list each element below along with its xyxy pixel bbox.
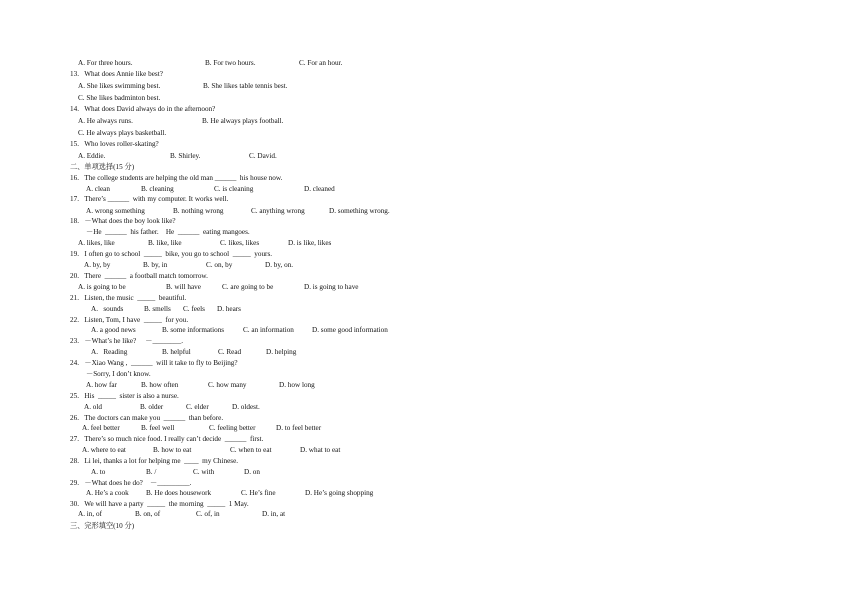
option-text: B. by, in [143, 261, 168, 269]
text-line: A. Eddie. [78, 152, 106, 160]
option-text: B. Shirley. [170, 152, 201, 160]
text-line: C. She likes badminton best. [78, 94, 161, 102]
text-line: A. For three hours. [78, 59, 133, 67]
option-text: B. He always plays football. [202, 117, 284, 125]
option-text: D. is like, likes [288, 239, 332, 247]
option-text: B. on, of [135, 510, 161, 518]
option-text: B. He does housework [146, 489, 212, 497]
text-line: A. in, of [78, 510, 102, 518]
text-line: A. old [84, 403, 102, 411]
text-line: A. She likes swimming best. [78, 82, 161, 90]
option-text: C. an information [243, 326, 294, 334]
text-line: －Sorry, I don’t know. [86, 370, 151, 378]
text-line: 26. The doctors can make you ______ than before. [70, 414, 224, 422]
option-text: C. elder [186, 403, 209, 411]
option-text: B. smells [144, 305, 171, 313]
option-text: B. some informations [162, 326, 225, 334]
text-line: 二、单项选择(15 分) [70, 163, 135, 171]
text-line: 29. －What does he do? －_________. [70, 479, 192, 487]
text-line: 18. －What does the boy look like? [70, 217, 176, 225]
option-text: B. / [146, 468, 157, 476]
option-text: D. hears [217, 305, 241, 313]
option-text: D. what to eat [300, 446, 341, 454]
option-text: C. feeling better [209, 424, 256, 432]
text-line: 19. I often go to school _____ bike, you go to school _____ yours. [70, 250, 273, 258]
text-line: A. He always runs. [78, 117, 133, 125]
text-line: A. wrong something [86, 207, 145, 215]
option-text: B. will have [166, 283, 201, 291]
option-text: B. helpful [162, 348, 191, 356]
text-line: A. clean [86, 185, 110, 193]
option-text: C. are going to be [222, 283, 274, 291]
option-text: D. how long [279, 381, 315, 389]
text-line: A. sounds [91, 305, 124, 313]
option-text: B. how often [141, 381, 179, 389]
option-text: D. something wrong. [329, 207, 390, 215]
option-text: D. helping [266, 348, 297, 356]
text-line: 14. What does David always do in the afternoon? [70, 105, 216, 113]
text-line: 21. Listen, the music _____ beautiful. [70, 294, 187, 302]
text-line: 三、完形填空(10 分) [70, 522, 135, 530]
text-line: A. where to eat [82, 446, 126, 454]
text-line: A. is going to be [78, 283, 126, 291]
text-line: 27. There’s so much nice food. I really can’t decide ______ first. [70, 435, 264, 443]
option-text: C. on, by [206, 261, 233, 269]
text-line: A. a good news [91, 326, 136, 334]
option-text: D. some good information [312, 326, 388, 334]
option-text: B. feel well [141, 424, 175, 432]
text-line: A. Reading [91, 348, 128, 356]
text-line: 15. Who loves roller-skating? [70, 140, 159, 148]
option-text: D. He’s going shopping [305, 489, 374, 497]
text-line: 17. There’s ______ with my computer. It works well. [70, 195, 229, 203]
text-line: A. how far [86, 381, 117, 389]
option-text: B. how to eat [153, 446, 192, 454]
text-line: A. He’s a cook [86, 489, 129, 497]
option-text: D. in, at [262, 510, 286, 518]
option-text: C. He’s fine [241, 489, 276, 497]
option-text: D. by, on. [265, 261, 294, 269]
option-text: B. nothing wrong [173, 207, 224, 215]
text-line: A. by, by [84, 261, 111, 269]
text-line: A. likes, like [78, 239, 115, 247]
option-text: B. older [140, 403, 164, 411]
option-text: D. is going to have [304, 283, 359, 291]
text-line: 16. The college students are helping the old man ______ his house now. [70, 174, 283, 182]
option-text: D. to feel better [276, 424, 322, 432]
option-text: B. cleaning [141, 185, 174, 193]
option-text: C. likes, likes [220, 239, 260, 247]
option-text: B. like, like [148, 239, 182, 247]
text-line: 25. His _____ sister is also a nurse. [70, 392, 179, 400]
text-line: 20. There ______ a football match tomorrow. [70, 272, 208, 280]
text-line: 28. Li lei, thanks a lot for helping me ____ my Chinese. [70, 457, 239, 465]
option-text: D. cleaned [304, 185, 335, 193]
option-text: C. feels [183, 305, 205, 313]
option-text: C. of, in [196, 510, 220, 518]
text-line: A. to [91, 468, 106, 476]
option-text: C. is cleaning [214, 185, 254, 193]
text-line: －He ______ his father. He ______ eating mangoes. [86, 228, 250, 236]
option-text: D. on [244, 468, 260, 476]
option-text: C. with [193, 468, 215, 476]
text-line: 23. －What’s he like? －________. [70, 337, 183, 345]
text-line: 22. Listen, Tom, I have _____ for you. [70, 316, 189, 324]
option-text: C. Read [218, 348, 242, 356]
option-text: C. For an hour. [299, 59, 343, 67]
option-text: C. David. [249, 152, 277, 160]
option-text: B. For two hours. [205, 59, 256, 67]
text-line: A. feel better [82, 424, 120, 432]
text-line: 13. What does Annie like best? [70, 70, 163, 78]
option-text: D. oldest. [232, 403, 260, 411]
option-text: B. She likes table tennis best. [203, 82, 288, 90]
text-line: 24. －Xiao Wang , ______ will it take to fly to Beijing? [70, 359, 238, 367]
option-text: C. when to eat [230, 446, 272, 454]
option-text: C. anything wrong [251, 207, 305, 215]
text-line: 30. We will have a party _____ the morning _____ 1 May. [70, 500, 249, 508]
text-line: C. He always plays basketball. [78, 129, 167, 137]
option-text: C. how many [208, 381, 247, 389]
